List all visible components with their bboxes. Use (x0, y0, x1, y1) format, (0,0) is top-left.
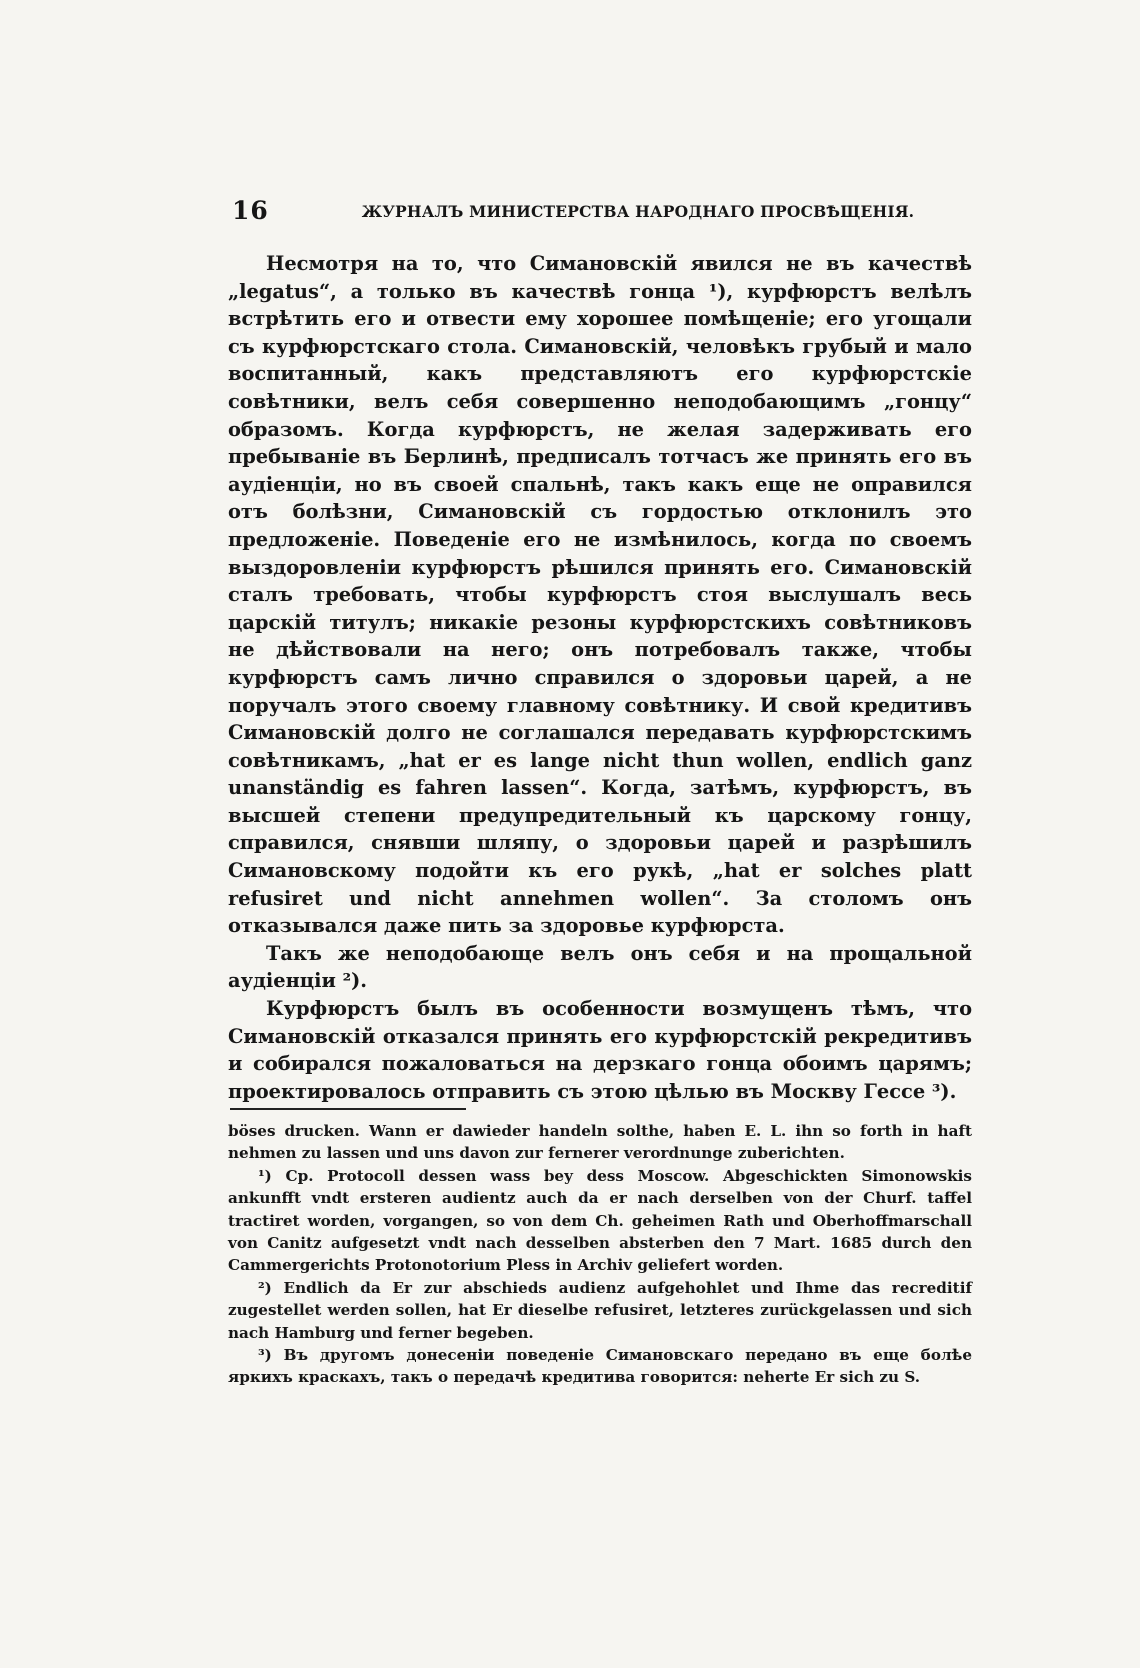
running-title: ЖУРНАЛЪ МИНИСТЕРСТВА НАРОДНАГО ПРОСВѢЩЕНІЯ. (361, 202, 915, 221)
main-text (228, 250, 972, 1105)
footnotes (228, 1120, 972, 1389)
footnote-3: ³) Въ другомъ донесеніи поведеніе Симановскаго передано въ еще болѣе яркихъ краскахъ, такъ о передачѣ кредитива говорится: neherte Er sich zu S. (228, 1346, 972, 1387)
paragraph-2: Такъ же неподобающе велъ онъ себя и на прощальной аудіенціи ²). (228, 941, 972, 993)
footnote-divider (230, 1108, 466, 1110)
paragraph-1: Несмотря на то, что Симановскій явился не въ качествѣ „legatus“, а только въ качествѣ гонца ¹), курфюрстъ велѣлъ встрѣтить его и отвести ему хорошее помѣщеніе; его угощали съ курфюрстскаго стола. Симановскій, человѣкъ грубый и мало воспитанный, какъ представляютъ его курфюрстскіе совѣтники, велъ себя совершенно неподобающимъ „гонцу“ образомъ. Когда курфюрстъ, не желая задерживать его пребываніе въ Берлинѣ, предписалъ тотчасъ же принять его въ аудіенціи, но въ своей спальнѣ, такъ какъ еще не оправился отъ болѣзни, Симановскій съ гордостью отклонилъ это предложеніе. Поведеніе его не измѣнилось, когда по своемъ выздоровленіи курфюрстъ рѣшился принять его. Симановскій сталъ требовать, чтобы курфюрстъ стоя выслушалъ весь царскій титулъ; никакіе резоны курфюрстскихъ совѣтниковъ не дѣйствовали на него; онъ потребовалъ также, чтобы курфюрстъ самъ лично справился о здоровьи царей, а не поручалъ этого своему главному совѣтнику. И свой кредитивъ Симановскій долго не соглашался передавать курфюрстскимъ совѣтникамъ, „hat er es lange nicht thun wollen, endlich ganz unanständig es fahren lassen“. Когда, затѣмъ, курфюрстъ, въ высшей степени предупредительный къ царскому гонцу, справился, снявши шляпу, о здоровьи царей и разрѣшилъ Симановскому подойти къ его рукѣ, „hat er solches platt refusiret und nicht annehmen wollen“. За столомъ онъ отказывался даже пить за здоровье курфюрста. (228, 252, 972, 938)
footnote-2: ²) Endlich da Er zur abschieds audienz aufgehohlet und Ihme das recreditif zugestellet werden sollen, hat Er dieselbe refusiret, letzteres zurückgelassen und sich nach Hamburg und ferner begeben. (228, 1278, 972, 1342)
page-header (232, 196, 972, 236)
footnote-continuation: böses drucken. Wann er dawieder handeln solthe, haben E. L. ihn so forth in haft nehmen zu lassen und uns davon zur fernerer verordnunge zuberichten. (228, 1122, 972, 1163)
paragraph-3: Курфюрстъ былъ въ особенности возмущенъ тѣмъ, что Симановскій отказался принять его курфюрстскій рекредитивъ и собирался пожаловаться на дерзкаго гонца обоимъ царямъ; проектировалось отправить съ этою цѣлью въ Москву Гессе ³). (228, 997, 972, 1103)
page-number: 16 (232, 196, 269, 225)
footnote-1: ¹) Ср. Protocoll dessen wass bey dess Moscow. Abgeschickten Simonowskis ankunfft vndt ersteren audientz auch da er nach derselben von der Churf. taffel tractiret worden, vorgangen, so von dem Ch. geheimen Rath und Oberhoffmarschall von Canitz aufgesetzt vndt nach desselben absterben den 7 Mart. 1685 durch den Cammergerichts Protonotorium Pless in Archiv geliefert worden. (228, 1166, 972, 1275)
